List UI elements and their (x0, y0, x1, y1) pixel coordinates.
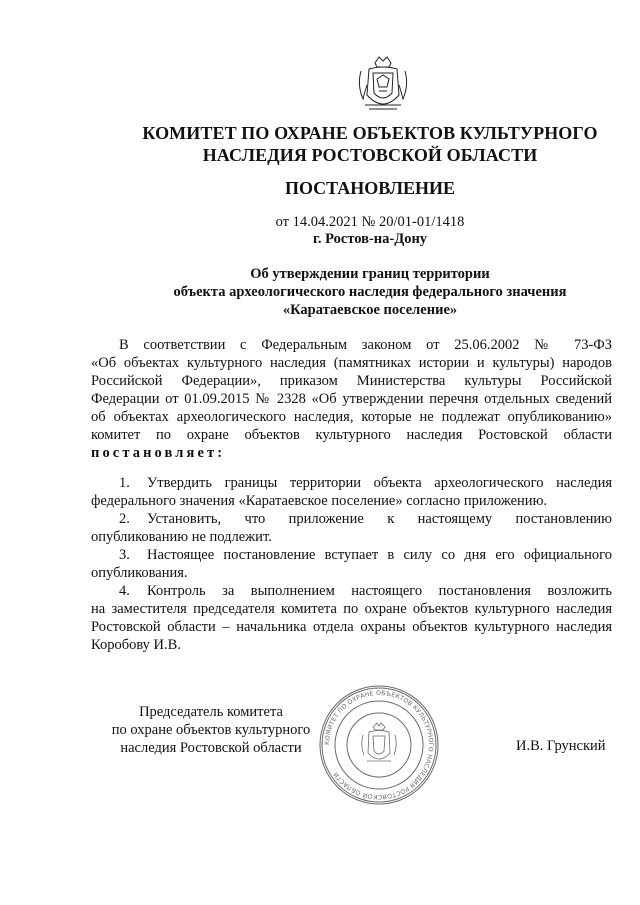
resolution-items (91, 474, 612, 654)
coat-of-arms-icon (355, 55, 411, 117)
seal-text: КОМИТЕТ ПО ОХРАНЕ ОБЪЕКТОВ КУЛЬТУРНОГО НАСЛЕДИЯ РОСТОВСКОЙ ОБЛАСТИ (323, 689, 435, 801)
organization-name-line1: КОМИТЕТ ПО ОХРАНЕ ОБЪЕКТОВ КУЛЬТУРНОГО (142, 123, 598, 143)
item-number: 4. (119, 583, 130, 599)
subject-line3: «Каратаевское поселение» (282, 302, 458, 318)
preamble-line: «Об объектах культурного наследия (памятниках истории и культуры) народов (91, 355, 612, 371)
date-number: от 14.04.2021 № 20/01-01/1418 (275, 214, 465, 230)
list-item (91, 582, 612, 600)
resolves-word: постановляет: (91, 445, 226, 461)
position-line: наследия Ростовской области (120, 740, 302, 756)
item-text: Контроль за выполнением настоящего постановления возложить (147, 583, 612, 599)
list-item (91, 510, 612, 528)
preamble-line: В соответствии с Федеральным законом от 25.06.2002 № 73-ФЗ (119, 337, 612, 353)
organization-name-line2: НАСЛЕДИЯ РОСТОВСКОЙ ОБЛАСТИ (202, 145, 538, 165)
subject-line1: Об утверждении границ территории (250, 266, 490, 282)
item-text: Утвердить границы территории объекта археологического наследия (147, 475, 612, 491)
item-text: Настоящее постановление вступает в силу со дня его официального (147, 547, 612, 563)
city: г. Ростов-на-Дону (312, 231, 428, 247)
svg-text:КОМИТЕТ ПО ОХРАНЕ ОБЪЕКТОВ КУЛ (324, 690, 434, 801)
item-number: 3. (119, 547, 130, 563)
signatory-position (96, 703, 326, 757)
preamble-line: об объектах археологического наследия, которые не подлежат опубликованию» (91, 409, 612, 425)
signatory-name: И.В. Грунский (516, 738, 606, 754)
preamble-line: комитет по охране объектов культурного наследия Ростовской области (91, 427, 612, 443)
list-item (91, 474, 612, 492)
preamble (91, 336, 612, 462)
item-text: Установить, что приложение к настоящему постановлению (147, 511, 612, 527)
item-number: 1. (119, 475, 130, 491)
document-type: ПОСТАНОВЛЕНИЕ (284, 178, 456, 198)
item-number: 2. (119, 511, 130, 527)
position-line: по охране объектов культурного (111, 722, 311, 738)
item-text: федерального значения «Каратаевское поселение» согласно приложению. (91, 493, 548, 509)
preamble-line: Федерации от 01.09.2015 № 2328 «Об утверждении перечня отдельных сведений (91, 391, 612, 407)
official-seal (317, 683, 441, 807)
preamble-line: Российской Федерации», приказом Министерства культуры Российской (91, 373, 612, 389)
subject-line2: объекта археологического наследия федерального значения (173, 284, 567, 300)
item-text: Коробову И.В. (91, 637, 181, 653)
item-text: опубликования. (91, 565, 188, 581)
position-line: Председатель комитета (139, 704, 283, 720)
item-text: Ростовской области – начальника отдела охраны объектов культурного наследия (91, 619, 612, 635)
item-text: на заместителя председателя комитета по охране объектов культурного наследия (91, 601, 612, 617)
item-text: опубликованию не подлежит. (91, 529, 272, 545)
list-item (91, 546, 612, 564)
